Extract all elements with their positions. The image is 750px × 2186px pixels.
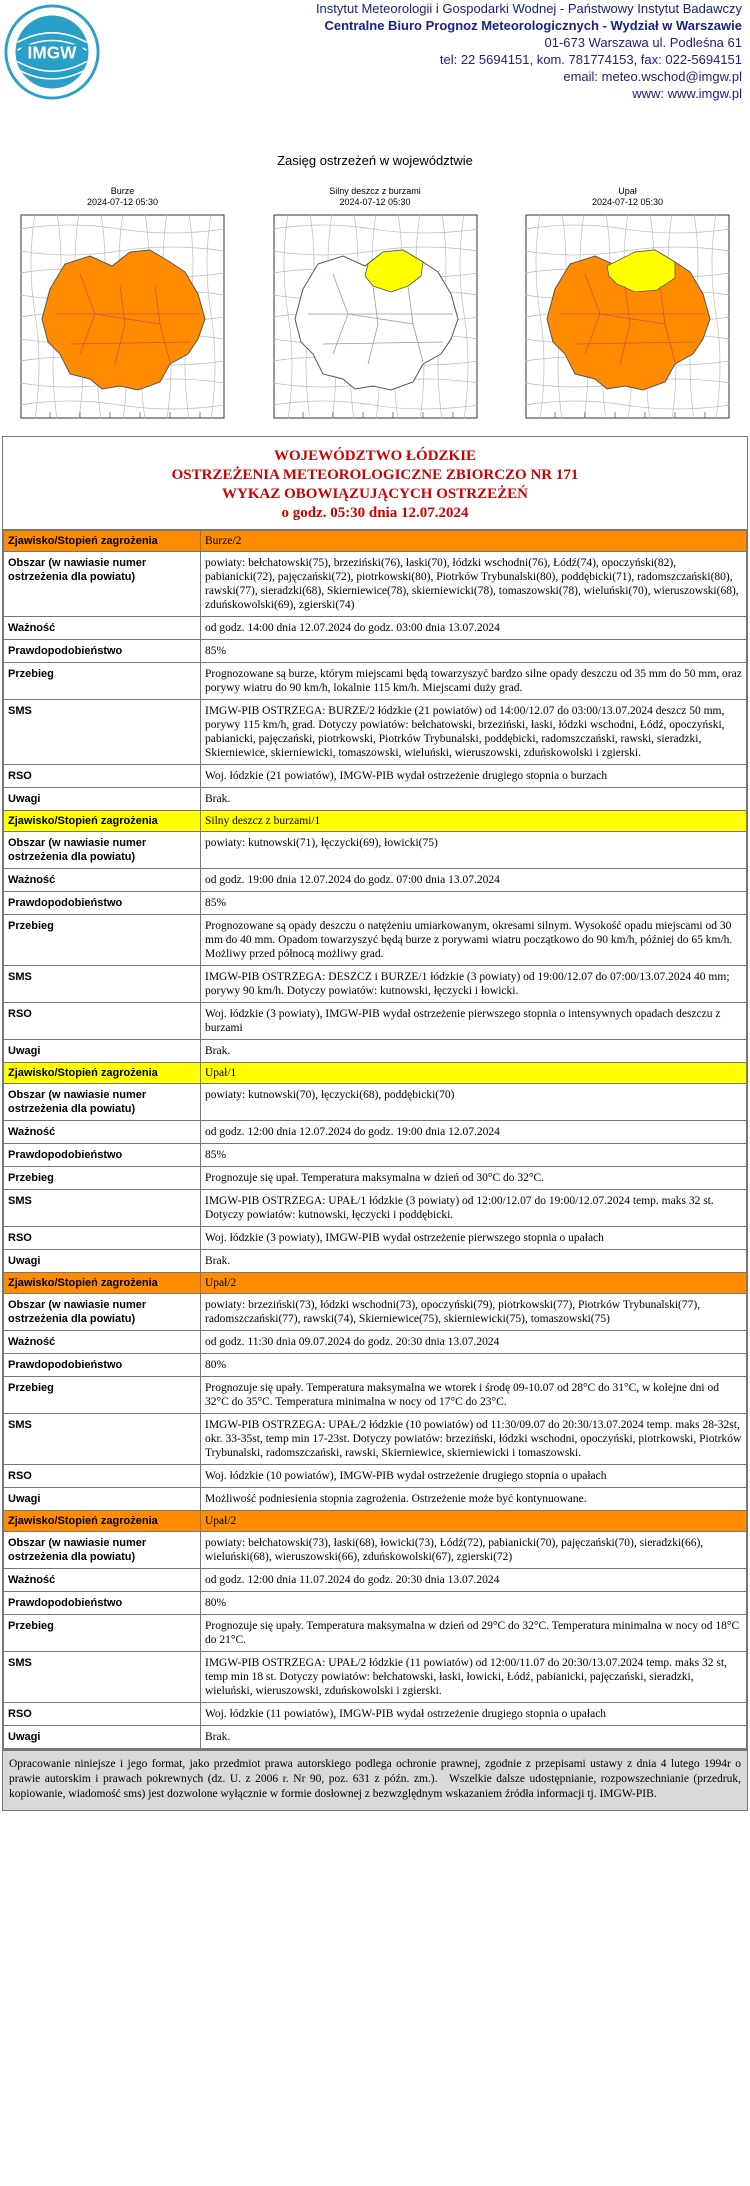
warning-row-obszar [4, 1532, 747, 1569]
warning-row-sms [4, 1652, 747, 1703]
row-label: SMS [4, 1652, 201, 1703]
row-label: Prawdopodobieństwo [4, 640, 201, 663]
title-line-1: WOJEWÓDZTWO ŁÓDZKIE [273, 448, 477, 464]
row-label: Uwagi [4, 1250, 201, 1273]
row-value-rso: Woj. łódzkie (3 powiaty), IMGW-PIB wydał ostrzeżenie pierwszego stopnia o intensywnych opadach deszczu z burzami [201, 1003, 747, 1040]
title-line-2: OSTRZEŻENIA METEOROLOGICZNE ZBIORCZO NR 171 [171, 467, 579, 483]
map-title: Silny deszcz z burzami [329, 186, 421, 196]
warning-row-waznosc [4, 617, 747, 640]
warning-row-uwagi [4, 1726, 747, 1749]
row-label: Obszar (w nawiasie numer ostrzeżenia dla powiatu) [4, 1084, 201, 1121]
row-label: Zjawisko/Stopień zagrożenia [4, 1063, 201, 1084]
warning-row-waznosc [4, 1331, 747, 1354]
row-label: Zjawisko/Stopień zagrożenia [4, 1273, 201, 1294]
map-title: Burze [110, 186, 135, 196]
row-value-sms: IMGW-PIB OSTRZEGA: UPAŁ/2 łódzkie (11 powiatów) od 12:00/11.07 do 20:30/13.07.2024 temp. maks 32 st, temp min 18 st. Dotyczy powiatów: bełchatowski, łaski, łowicki, Łódź, pabianicki, pajęczański, sieradzki, wieluński, wieruszowski, zduńskowolski i zgierski. [201, 1652, 747, 1703]
row-value-waznosc: od godz. 14:00 dnia 12.07.2024 do godz. 03:00 dnia 13.07.2024 [201, 617, 747, 640]
row-label: Przebieg [4, 1377, 201, 1414]
warning-row-obszar [4, 1294, 747, 1331]
warning-row-przebieg [4, 915, 747, 966]
row-value-waznosc: od godz. 19:00 dnia 12.07.2024 do godz. 07:00 dnia 13.07.2024 [201, 869, 747, 892]
row-value-prawdopodobienstwo: 85% [201, 640, 747, 663]
row-value-waznosc: od godz. 11:30 dnia 09.07.2024 do godz. 20:30 dnia 13.07.2024 [201, 1331, 747, 1354]
row-value-uwagi: Brak. [201, 1250, 747, 1273]
row-value-obszar: powiaty: bełchatowski(75), brzeziński(76), łaski(70), łódzki wschodni(76), Łódź(74), opoczyński(82), pabianicki(72), pajęczański(72), piotrkowski(80), Piotrków Trybunalski(80), poddębicki(71), radomszczański(80), rawski(77), sieradzki(68), Skierniewice(78), skierniewicki(78), tomaszowski(78), wieluński(70), wieruszowski(68), zduńskowolski(69), zgierski(74) [201, 552, 747, 617]
row-value-przebieg: Prognozowane są opady deszczu o natężeniu umiarkowanym, okresami silnym. Wysokość opadu miejscami od 30 mm do 40 mm. Opadom towarzyszyć będą burze z porywami wiatru początkowo do 90 km/h, później do 65 km/h. Możliwy przed północą możliwy grad. [201, 915, 747, 966]
map-title: Upał [618, 186, 637, 196]
map-panel-burze [20, 186, 225, 436]
row-value-obszar: powiaty: bełchatowski(73), łaski(68), łowicki(73), Łódź(72), pabianicki(70), pajęczański(70), sieradzki(66), wieluński(68), wieruszowski(66), zduńskowolski(67), zgierski(72) [201, 1532, 747, 1569]
warning-row-rso [4, 1703, 747, 1726]
row-value-waznosc: od godz. 12:00 dnia 11.07.2024 do godz. 20:30 dnia 13.07.2024 [201, 1569, 747, 1592]
institute-email[interactable]: email: meteo.wschod@imgw.pl [563, 69, 742, 84]
warning-row-przebieg [4, 1377, 747, 1414]
warning-row-uwagi [4, 1040, 747, 1063]
institute-info [316, 0, 742, 102]
institute-office: Centralne Biuro Prognoz Meteorologicznych - Wydział w Warszawie [324, 18, 742, 33]
row-value-obszar: powiaty: brzeziński(73), łódzki wschodni(73), opoczyński(79), piotrkowski(77), Piotrków Trybunalski(77), radomszczański(77), rawski(74), Skierniewice(75), skierniewicki(75), tomaszowski(75) [201, 1294, 747, 1331]
row-value-zjawisko: Burze/2 [201, 531, 747, 552]
warning-row-waznosc [4, 1121, 747, 1144]
row-value-przebieg: Prognozuje się upały. Temperatura maksymalna we wtorek i środę 09-10.07 od 28°C do 31°C, w kolejne dni od 32°C do 35°C. Temperatura minimalna w nocy od 17°C do 23°C. [201, 1377, 747, 1414]
warning-row-obszar [4, 552, 747, 617]
title-line-3: WYKAZ OBOWIĄZUJĄCYCH OSTRZEŻEŃ [222, 486, 528, 502]
row-label: Przebieg [4, 1615, 201, 1652]
warning-row-obszar [4, 832, 747, 869]
row-label: Obszar (w nawiasie numer ostrzeżenia dla powiatu) [4, 552, 201, 617]
row-label: Zjawisko/Stopień zagrożenia [4, 1511, 201, 1532]
warning-row-przebieg [4, 663, 747, 700]
row-label: Obszar (w nawiasie numer ostrzeżenia dla powiatu) [4, 832, 201, 869]
row-value-rso: Woj. łódzkie (11 powiatów), IMGW-PIB wydał ostrzeżenie drugiego stopnia o upałach [201, 1703, 747, 1726]
warning-row-rso [4, 1227, 747, 1250]
row-label: Prawdopodobieństwo [4, 1354, 201, 1377]
row-value-prawdopodobienstwo: 80% [201, 1592, 747, 1615]
warning-row-prawdopodobienstwo [4, 1354, 747, 1377]
warning-row-przebieg [4, 1167, 747, 1190]
warning-row-prawdopodobienstwo [4, 640, 747, 663]
row-label: Ważność [4, 869, 201, 892]
warning-row-rso [4, 1465, 747, 1488]
row-value-zjawisko: Upał/2 [201, 1273, 747, 1294]
map-date: 2024-07-12 05:30 [86, 197, 159, 207]
row-value-przebieg: Prognozowane są burze, którym miejscami będą towarzyszyć bardzo silne opady deszczu od 35 mm do 50 mm, oraz porywy wiatru do 90 km/h, lokalnie 115 km/h. Miejscami duży grad. [201, 663, 747, 700]
row-label: Prawdopodobieństwo [4, 1592, 201, 1615]
warning-row-zjawisko [4, 811, 747, 832]
warning-row-zjawisko [4, 1273, 747, 1294]
row-value-prawdopodobienstwo: 80% [201, 1354, 747, 1377]
row-value-zjawisko: Upał/1 [201, 1063, 747, 1084]
copyright-footer: Opracowanie niniejsze i jego format, jako przedmiot prawa autorskiego podlega ochronie prawnej, zgodnie z przepisami ustawy z dnia 4 lutego 1994r o prawie autorskim i prawach pokrewnych (dz. U. z 2006 r. Nr 90, poz. 631 z późn. zm.). Wszelkie dalsze udostępnianie, rozpowszechnianie (przedruk, kopiowanie, wiadomość sms) jest dozwolone wyłącznie w formie dosłownej z bezwzględnym wskazaniem źródła informacji tj. IMGW-PIB. [2, 1750, 748, 1811]
warning-row-obszar [4, 1084, 747, 1121]
row-label: RSO [4, 1003, 201, 1040]
map-deszcz [273, 214, 478, 419]
warning-row-waznosc [4, 869, 747, 892]
row-label: Ważność [4, 1331, 201, 1354]
row-label: Prawdopodobieństwo [4, 1144, 201, 1167]
row-label: Uwagi [4, 1726, 201, 1749]
map-panel-upal [525, 186, 730, 436]
row-label: Uwagi [4, 788, 201, 811]
row-value-zjawisko: Silny deszcz z burzami/1 [201, 811, 747, 832]
row-value-prawdopodobienstwo: 85% [201, 892, 747, 915]
warning-row-przebieg [4, 1615, 747, 1652]
row-label: Przebieg [4, 663, 201, 700]
warning-row-uwagi [4, 1250, 747, 1273]
row-label: SMS [4, 966, 201, 1003]
warning-row-prawdopodobienstwo [4, 1592, 747, 1615]
warning-row-rso [4, 1003, 747, 1040]
warning-row-zjawisko [4, 531, 747, 552]
row-value-prawdopodobienstwo: 85% [201, 1144, 747, 1167]
logo-text: IMGW [27, 42, 77, 63]
row-label: RSO [4, 1703, 201, 1726]
row-value-przebieg: Prognozuje się upał. Temperatura maksymalna w dzień od 30°C do 32°C. [201, 1167, 747, 1190]
title-line-4: o godz. 05:30 dnia 12.07.2024 [281, 505, 469, 521]
warning-row-zjawisko [4, 1511, 747, 1532]
map-upal [525, 214, 730, 419]
row-value-przebieg: Prognozuje się upały. Temperatura maksymalna w dzień od 29°C do 32°C. Temperatura minimalna w nocy od 18°C do 21°C. [201, 1615, 747, 1652]
warnings-table [3, 530, 747, 1749]
row-label: Prawdopodobieństwo [4, 892, 201, 915]
row-label: SMS [4, 1190, 201, 1227]
row-label: RSO [4, 1465, 201, 1488]
warning-row-uwagi [4, 788, 747, 811]
range-title: Zasięg ostrzeżeń w województwie [277, 153, 473, 168]
warning-row-prawdopodobienstwo [4, 892, 747, 915]
warning-row-rso [4, 765, 747, 788]
row-value-rso: Woj. łódzkie (10 powiatów), IMGW-PIB wydał ostrzeżenie drugiego stopnia o upałach [201, 1465, 747, 1488]
institute-phone: tel: 22 5694151, kom. 781774153, fax: 022-5694151 [439, 52, 742, 67]
maps-row [0, 186, 750, 436]
imgw-logo [4, 4, 100, 100]
row-label: Przebieg [4, 915, 201, 966]
warnings-document [2, 436, 748, 1750]
row-value-zjawisko: Upał/2 [201, 1511, 747, 1532]
row-value-rso: Woj. łódzkie (3 powiaty), IMGW-PIB wydał ostrzeżenie pierwszego stopnia o upałach [201, 1227, 747, 1250]
row-value-obszar: powiaty: kutnowski(70), łęczycki(68), poddębicki(70) [201, 1084, 747, 1121]
row-value-waznosc: od godz. 12:00 dnia 12.07.2024 do godz. 19:00 dnia 12.07.2024 [201, 1121, 747, 1144]
warning-row-prawdopodobienstwo [4, 1144, 747, 1167]
map-panel-deszcz [273, 186, 478, 436]
row-label: RSO [4, 765, 201, 788]
row-value-sms: IMGW-PIB OSTRZEGA: UPAŁ/2 łódzkie (10 powiatów) od 11:30/09.07 do 20:30/13.07.2024 temp. maks 28-32st, okr. 33-35st, temp min 17-23st. Dotyczy powiatów: brzeziński, łódzki wschodni, opoczyński, piotrkowski, Piotrków Trybunalski, radomszczański, rawski, Skierniewice, skierniewicki i tomaszowski. [201, 1414, 747, 1465]
warning-row-uwagi [4, 1488, 747, 1511]
institute-www[interactable]: www: www.imgw.pl [632, 86, 742, 101]
document-title [3, 437, 747, 530]
institute-address: 01-673 Warszawa ul. Podleśna 61 [544, 35, 742, 50]
row-label: Ważność [4, 617, 201, 640]
row-value-uwagi: Brak. [201, 1040, 747, 1063]
map-date: 2024-07-12 05:30 [591, 197, 664, 207]
warning-row-zjawisko [4, 1063, 747, 1084]
warning-row-sms [4, 966, 747, 1003]
warning-row-waznosc [4, 1569, 747, 1592]
row-label: SMS [4, 1414, 201, 1465]
row-label: Uwagi [4, 1488, 201, 1511]
row-label: RSO [4, 1227, 201, 1250]
row-label: Ważność [4, 1121, 201, 1144]
row-value-rso: Woj. łódzkie (21 powiatów), IMGW-PIB wydał ostrzeżenie drugiego stopnia o burzach [201, 765, 747, 788]
row-value-sms: IMGW-PIB OSTRZEGA: DESZCZ i BURZE/1 łódzkie (3 powiaty) od 19:00/12.07 do 07:00/13.07.2024 40 mm; porywy 90 km/h. Dotyczy powiatów: kutnowski, łęczycki i łowicki. [201, 966, 747, 1003]
warning-row-sms [4, 700, 747, 765]
row-label: Obszar (w nawiasie numer ostrzeżenia dla powiatu) [4, 1532, 201, 1569]
row-value-uwagi: Brak. [201, 1726, 747, 1749]
page-header [0, 0, 750, 150]
warning-row-sms [4, 1190, 747, 1227]
row-label: Uwagi [4, 1040, 201, 1063]
row-value-sms: IMGW-PIB OSTRZEGA: UPAŁ/1 łódzkie (3 powiaty) od 12:00/12.07 do 19:00/12.07.2024 temp. maks 32 st. Dotyczy powiatów: kutnowski, łęczycki i poddębicki. [201, 1190, 747, 1227]
row-label: SMS [4, 700, 201, 765]
row-label: Zjawisko/Stopień zagrożenia [4, 811, 201, 832]
row-value-uwagi: Możliwość podniesienia stopnia zagrożenia. Ostrzeżenie może być kontynuowane. [201, 1488, 747, 1511]
row-value-uwagi: Brak. [201, 788, 747, 811]
row-label: Przebieg [4, 1167, 201, 1190]
institute-name: Instytut Meteorologii i Gospodarki Wodnej - Państwowy Instytut Badawczy [315, 1, 742, 16]
row-value-obszar: powiaty: kutnowski(71), łęczycki(69), łowicki(75) [201, 832, 747, 869]
row-label: Ważność [4, 1569, 201, 1592]
row-value-sms: IMGW-PIB OSTRZEGA: BURZE/2 łódzkie (21 powiatów) od 14:00/12.07 do 03:00/13.07.2024 deszcz 50 mm, porywy 115 km/h, grad. Dotyczy powiatów: bełchatowski, brzeziński, łaski, łódzki wschodni, Łódź, opoczyński, pabianicki, pajęczański, piotrkowski, Piotrków Trybunalski, poddębicki, radomszczański, rawski, sieradzki, Skierniewice, skierniewicki, tomaszowski, wieluński, wieruszowski, zduńskowolski i zgierski. [201, 700, 747, 765]
map-burze [20, 214, 225, 419]
map-date: 2024-07-12 05:30 [339, 197, 411, 207]
row-label: Obszar (w nawiasie numer ostrzeżenia dla powiatu) [4, 1294, 201, 1331]
row-label: Zjawisko/Stopień zagrożenia [4, 531, 201, 552]
warning-row-sms [4, 1414, 747, 1465]
